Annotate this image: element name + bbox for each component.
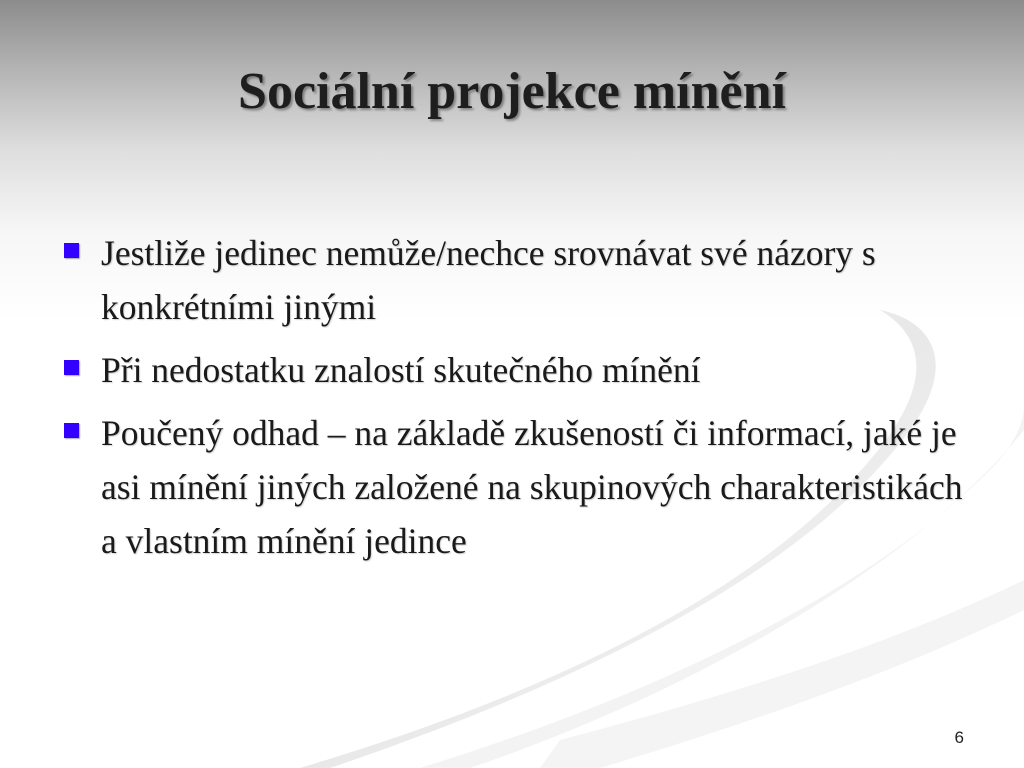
bullet-text: Jestliže jedinec nemůže/nechce srovnávat své názory s konkrétními jinými <box>101 233 876 327</box>
square-bullet-icon <box>64 243 79 258</box>
bullet-text: Poučený odhad – na základě zkušeností či informací, jaké je asi mínění jiných založené na skupinových charakteristikách a vlastním mínění jedince <box>101 413 963 561</box>
slide-page-number: 6 <box>954 728 964 747</box>
bullet-item <box>62 226 972 334</box>
bullet-text: Při nedostatku znalostí skutečného mínění <box>101 350 701 390</box>
bullet-list <box>62 226 972 577</box>
bullet-item <box>62 406 972 568</box>
square-bullet-icon <box>64 360 79 375</box>
bullet-item <box>62 343 972 397</box>
slide-title: Sociální projekce mínění <box>238 63 786 120</box>
square-bullet-icon <box>64 423 79 438</box>
